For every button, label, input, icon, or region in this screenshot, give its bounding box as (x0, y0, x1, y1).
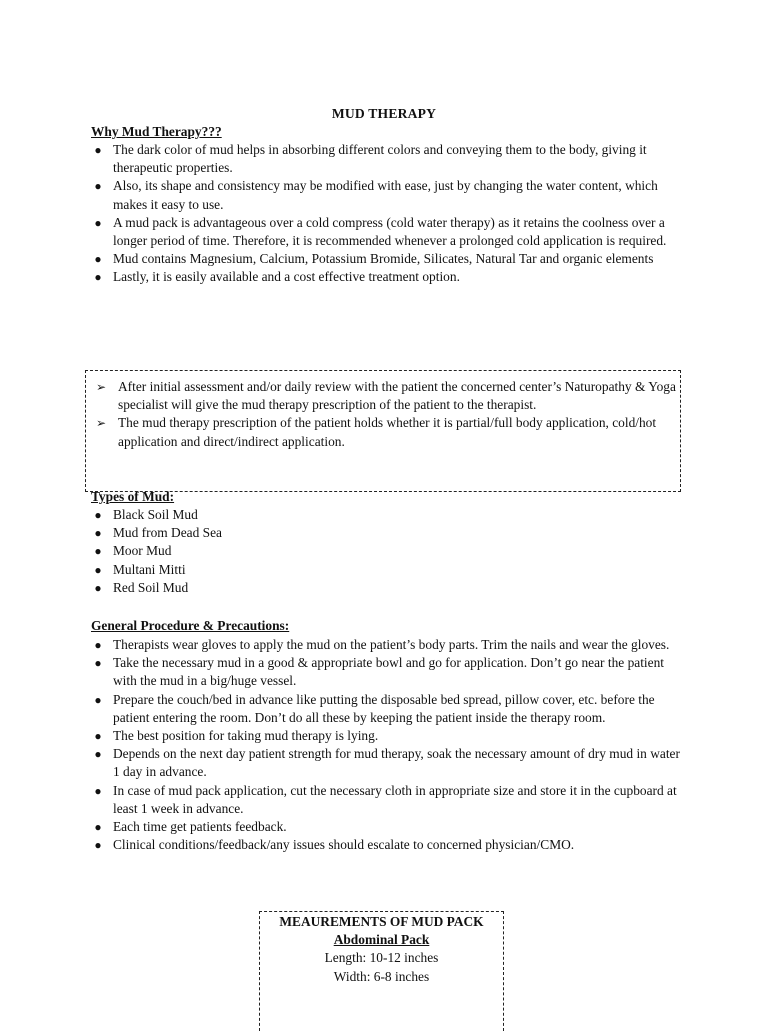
list-item: ● A mud pack is advantageous over a cold compress (cold water therapy) as it retains the coolness over a longer period of time. Therefore, it is recommended whenever a prolonged cold application is required. (91, 214, 681, 250)
list-item: ● Therapists wear gloves to apply the mud on the patient’s body parts. Trim the nails and wear the gloves. (91, 636, 681, 654)
list-item: ● Also, its shape and consistency may be modified with ease, just by changing the water content, which makes it easy to use. (91, 177, 681, 213)
arrow-bullet-icon: ➢ (96, 380, 107, 394)
bullet-dot-icon: ● (94, 179, 102, 194)
measurement-length: Length: 10-12 inches (324, 950, 439, 966)
bullet-dot-icon: ● (94, 544, 102, 559)
bullet-dot-icon: ● (94, 838, 102, 853)
list-item: ● The best position for taking mud therapy is lying. (91, 727, 681, 745)
list-item: ● Prepare the couch/bed in advance like putting the disposable bed spread, pillow cover, etc. before the patient entering the room. Don’t do all these by keeping the patient inside the therapy room. (91, 691, 681, 727)
bullet-dot-icon: ● (94, 252, 102, 267)
bullet-dot-icon: ● (94, 656, 102, 671)
bullet-dot-icon: ● (94, 215, 102, 230)
list-item: ● Black Soil Mud (91, 506, 681, 524)
list-item: ➢ The mud therapy prescription of the patient holds whether it is partial/full body application, cold/hot application and direct/indirect application. (96, 415, 657, 449)
list-item: ● The dark color of mud helps in absorbing different colors and conveying them to the body, giving it therapeutic properties. (91, 141, 681, 177)
bullet-dot-icon: ● (94, 526, 102, 541)
arrow-bullet-icon: ➢ (96, 416, 107, 431)
bullet-dot-icon: ● (94, 820, 102, 835)
procedure-list (91, 636, 681, 854)
bullet-dot-icon: ● (94, 270, 102, 285)
list-item: ● Depends on the next day patient strength for mud therapy, soak the necessary amount of dry mud in water 1 day in advance. (91, 745, 681, 781)
bullet-dot-icon: ● (94, 783, 102, 798)
bullet-dot-icon: ● (94, 638, 102, 652)
why-list (91, 141, 681, 287)
measurements-box (259, 911, 504, 1031)
list-item: ● Moor Mud (91, 542, 681, 560)
why-heading: Why Mud Therapy??? (91, 124, 222, 139)
list-item: ● Take the necessary mud in a good & appropriate bowl and go for application. Don’t go near the patient with the mud in a big/huge vessel. (91, 654, 681, 690)
list-item: ● Red Soil Mud (91, 579, 681, 597)
types-heading: Types of Mud: (91, 489, 175, 504)
bullet-dot-icon: ● (94, 143, 102, 157)
measurements-title: MEAUREMENTS OF MUD PACK (279, 914, 484, 929)
procedure-heading: General Procedure & Precautions: (91, 618, 290, 633)
bullet-dot-icon: ● (94, 580, 102, 595)
bullet-dot-icon: ● (94, 692, 102, 707)
list-item: ● Mud contains Magnesium, Calcium, Potassium Bromide, Silicates, Natural Tar and organic elements (91, 250, 681, 268)
list-item: ● Lastly, it is easily available and a cost effective treatment option. (91, 268, 681, 286)
bullet-dot-icon: ● (94, 508, 102, 522)
bullet-dot-icon: ● (94, 747, 102, 762)
measurements-subtitle: Abdominal Pack (333, 932, 430, 948)
measurement-width: Width: 6-8 inches (333, 968, 430, 984)
list-item: ● Mud from Dead Sea (91, 524, 681, 542)
list-item: ● Multani Mitti (91, 561, 681, 579)
bullet-dot-icon: ● (94, 729, 102, 744)
bullet-dot-icon: ● (94, 562, 102, 577)
list-item: ● In case of mud pack application, cut the necessary cloth in appropriate size and store it in the cupboard at least 1 week in advance. (91, 782, 681, 818)
list-item: ● Each time get patients feedback. (91, 818, 681, 836)
page-title: MUD THERAPY (331, 106, 437, 121)
list-item: ➢ After initial assessment and/or daily review with the patient the concerned center’s Naturopathy & Yoga specialist will give the mud therapy prescription of the patient to the therapist. (96, 379, 676, 413)
prescription-list (96, 378, 676, 451)
types-list (91, 506, 681, 597)
list-item: ● Clinical conditions/feedback/any issues should escalate to concerned physician/CMO. (91, 836, 681, 854)
